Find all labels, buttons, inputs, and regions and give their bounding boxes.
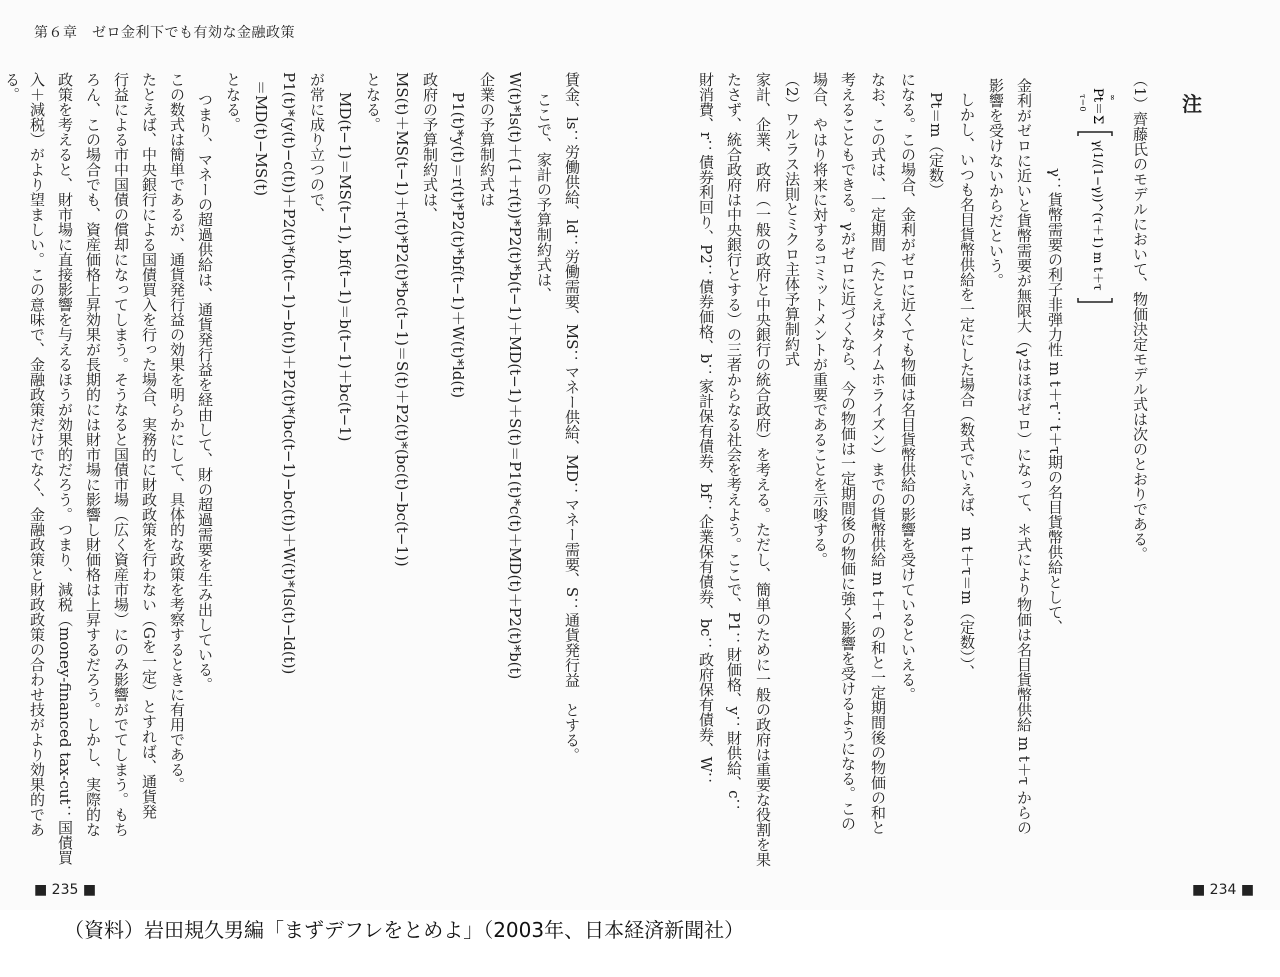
text-column: たさず、統合政府は中央銀行とする）の三者からなる社会を考えよう。ここで、P1：財価格、y：財供給、c：: [725, 72, 743, 814]
text-column: 企業の予算制約式は: [478, 72, 496, 207]
text-column: ろん、この場合でも、資産価格上昇効果が長期的には財市場に影響し財価格は上昇するだろう。しかし、実際的な: [84, 72, 102, 837]
text-column: しかし、いつも名目貨幣供給を一定にした場合（数式でいえば、m t＋τ＝m（定数））、: [958, 92, 976, 680]
text-column: （2）ワルラス法則とミクロ主体予算制約式: [783, 72, 801, 367]
formula-lhs: Pt＝Σ: [1090, 88, 1105, 125]
text-column: 賃金、ls：労働供給、ld：労働需要、MS：マネー供給、MD：マネー需要、S：通貨発行益 とする。: [563, 72, 581, 763]
source-caption: （資料）岩田規久男編「まずデフレをとめよ」（2003年、日本経済新聞社）: [64, 918, 745, 942]
chapter-header: 第６章 ゼロ金利下でも有効な金融政策: [34, 25, 295, 41]
formula-term: γ(1/(1−γ))^(τ＋1) m t＋τ: [1091, 140, 1105, 291]
text-column: が常に成り立つので、: [308, 72, 326, 222]
text-column: P1(t)*y(t)＝r(t)*P2(t)*bf(t−1)＋W(t)*ld(t): [449, 92, 467, 399]
text-column: 財消費、r：債券利回り、P2：債券価格、b：家計保有債券、bf：企業保有債券、bc：政府保有債券、W：: [697, 72, 715, 787]
text-column: W(t)*ls(t)＋(1＋r(t))*P2(t)*b(t−1)＋MD(t−1)＋S(t)＝P1(t)*c(t)＋MD(t)＋P2(t)*b(t): [506, 72, 524, 680]
text-column: る。: [3, 72, 21, 102]
text-column: 考えることもできる。γがゼロに近づくなら、今の物価は一定期間後の物価に強く影響を受けるようになる。この: [839, 72, 857, 831]
text-column: 家計、企業、政府（一般の政府と中央銀行の統合政府）を考える。ただし、簡単のために一般の政府は重要な役割を果: [754, 72, 772, 867]
text-column: なお、この式は、一定期間（たとえばタイムホライズン）までの貨幣供給 m t＋τ の和と一定期間後の物価の和と: [869, 72, 887, 835]
formula-upper-limit: ∞: [1108, 94, 1117, 101]
text-column: 政府の予算制約式は、: [421, 72, 439, 222]
text-column: 場合、やはり将来に対するコミットメントが重要であることを示唆する。: [811, 72, 829, 567]
formula-lower-limit: τ＝0: [1078, 94, 1087, 112]
text-column: となる。: [364, 72, 382, 132]
text-column: 行益による市中国債の償却になってしまう。そうなると国債市場（広く資産市場）にのみ影響がでてしまう。もち: [112, 72, 130, 837]
text-column: つまり、マネーの超過供給は、通貨発行益を経由して、財の超過需要を生み出している。: [196, 92, 214, 692]
page-number-right: ■ 234 ■: [1192, 882, 1255, 898]
text-column: MD(t−1)＝MS(t−1), bf(t−1)＝b(t−1)＋bc(t−1): [336, 92, 354, 442]
text-column: この数式は簡単であるが、通貨発行益の効果を明らかにして、具体的な政策を考察するときに有用である。: [168, 72, 186, 792]
text-column: となる。: [224, 72, 242, 132]
text-column: 金利がゼロに近いと貨幣需要が無限大（γはほぼゼロ）になって、＊式により物価は名目貨幣供給 m t＋τ からの: [1015, 78, 1033, 835]
text-column: 影響を受けないからだという。: [987, 78, 1005, 288]
text-column: ここで、家計の予算制約式は、: [535, 92, 553, 302]
text-column: （1）齊藤氏のモデルにおいて、物価決定モデル式は次のとおりである。: [1131, 72, 1149, 562]
text-column: γ：貨幣需要の利子非弾力性 m t＋τ：t＋τ期の名目貨幣供給として、: [1046, 168, 1064, 635]
notes-heading: 注: [1182, 92, 1202, 116]
text-column: 入＋減税）がより望ましい。この意味で、金融政策だけでなく、金融政策と財政政策の合わせ技がより効果的であ: [28, 72, 46, 837]
text-column: ＝MD(t)−MS(t): [252, 80, 270, 197]
page-number-left: ■ 235 ■: [34, 882, 97, 898]
text-column: MS(t)＋MS(t−1)＋r(t)*P2(t)*bc(t−1)＝S(t)＋P2(t)*(bc(t)−bc(t−1)): [393, 72, 411, 567]
text-column: になる。この場合、金利がゼロに近くても物価は名目貨幣供給の影響を受けているといえる。: [899, 72, 917, 702]
text-column: たとえば、中央銀行による国債買入を行った場合、実務的に財政政策を行わない（Gを一定）とすれば、通貨発: [140, 72, 158, 819]
text-column: P1(t)*(y(t)−c(t))＋P2(t)*(b(t−1)−b(t))＋P2(t)*(bc(t−1)−bc(t))＋W(t)*(ls(t)−ld(t)): [280, 72, 298, 675]
text-column: Pt＝m（定数）: [927, 92, 945, 198]
text-column: 政策を考えると、財市場に直接影響を与えるほうが効果的だろう。つまり、減税（money-financed tax-cut：国債買: [56, 72, 74, 865]
price-formula: [1068, 80, 1128, 310]
